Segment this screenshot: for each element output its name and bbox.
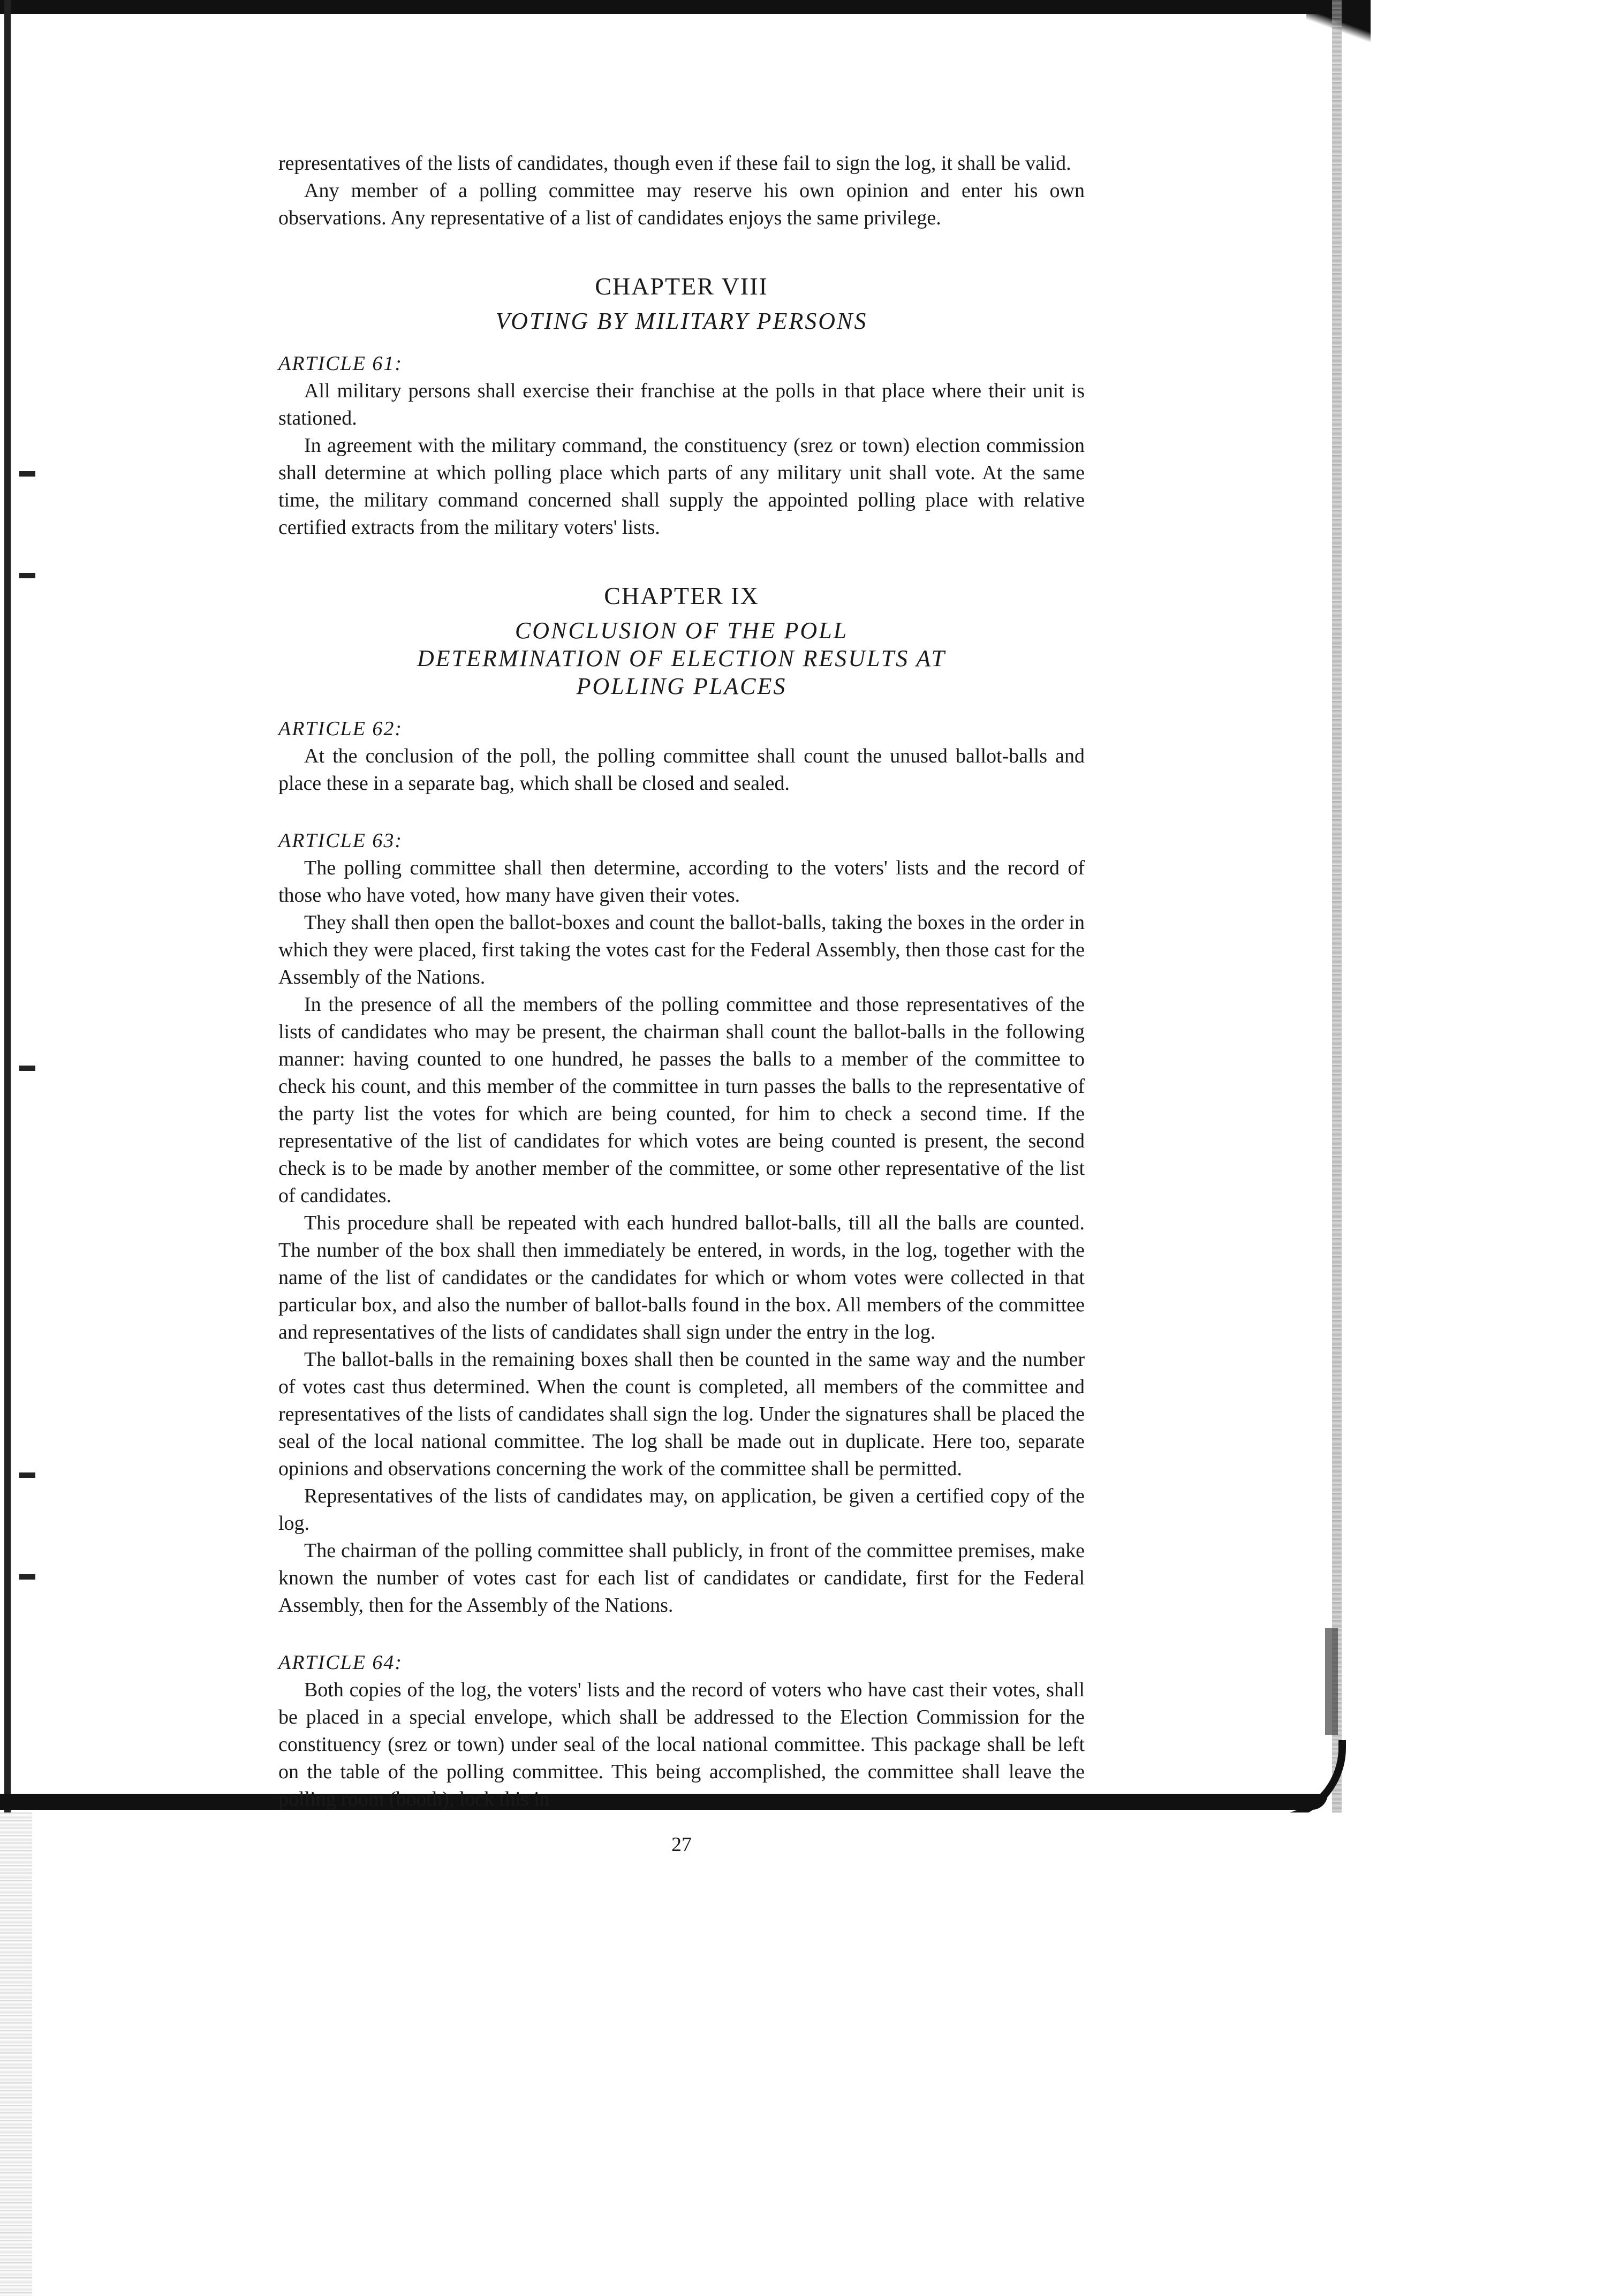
article-paragraph: At the conclusion of the poll, the polling committee shall count the unused ballot-balls and place these in a separate bag, which shall be closed and sealed. bbox=[278, 745, 1085, 795]
chapter-subtitle-line: DETERMINATION OF ELECTION RESULTS AT bbox=[417, 645, 946, 671]
article-paragraph: They shall then open the ballot-boxes and count the ballot-balls, taking the boxes in the order in which they were placed, first taking the votes cast for the Federal Assembly, then those cast for the Assembly of the Nations. bbox=[278, 911, 1085, 988]
article-paragraph: The polling committee shall then determine, according to the voters' lists and the record of those who have voted, how many have given their votes. bbox=[278, 857, 1085, 907]
intro-paragraph: representatives of the lists of candidates, though even if these fail to sign the log, it shall be valid. bbox=[278, 152, 1071, 175]
article-label: ARTICLE 64: bbox=[278, 1651, 403, 1674]
article-paragraph: The chairman of the polling committee shall publicly, in front of the committee premises, make known the number of votes cast for each list of candidates or candidate, first for the Federal Assembly, then for the Assembly of the Nations. bbox=[278, 1539, 1085, 1617]
page-number: 27 bbox=[671, 1833, 692, 1856]
document-page bbox=[278, 150, 1085, 1859]
chapter-heading: CHAPTER IX bbox=[604, 582, 759, 609]
scan-border-right bbox=[1332, 0, 1342, 1821]
article-paragraph: Both copies of the log, the voters' lists and the record of voters who have cast their votes, shall be placed in a special envelope, which shall be addressed to the Election Commission for the constituency (srez or town) under seal of the local national committee. This package shall be left on the table of the polling committee. This being accomplished, the committee shall leave the polling room (booth), lock this in bbox=[278, 1679, 1085, 1810]
article-paragraph: In agreement with the military command, the constituency (srez or town) election commission shall determine at which polling place which parts of any military unit shall vote. At the same time, the military command concerned shall supply the appointed polling place with relative certified extracts from the military voters' lists. bbox=[278, 434, 1085, 539]
binding-mark bbox=[19, 1574, 35, 1580]
binding-mark bbox=[19, 1472, 35, 1478]
chapter-subtitle-line: POLLING PLACES bbox=[576, 673, 787, 699]
binding-mark bbox=[19, 471, 35, 477]
article-paragraph: In the presence of all the members of the polling committee and those representatives of the lists of candidates who may be present, the chairman shall count the ballot-balls in the following manner: having counted to one hundred, he passes the balls to a member of the committee to check his count, and this member of the committee in turn passes the balls to the representative of the party list the votes for which are being counted, for him to check a second time. If the representative of the list of candidates for which votes are being counted is present, the second check is to be made by another member of the committee, or some other representative of the list of candidates. bbox=[278, 993, 1085, 1207]
article-paragraph: All military persons shall exercise their franchise at the polls in that place where their unit is stationed. bbox=[278, 380, 1085, 429]
intro-paragraph: Any member of a polling committee may reserve his own opinion and enter his own observations. Any representative of a list of candidates enjoys the same privilege. bbox=[278, 179, 1085, 229]
scan-mark-right bbox=[1325, 1628, 1338, 1735]
chapter-heading: CHAPTER VIII bbox=[595, 273, 768, 300]
scan-border-top bbox=[0, 0, 1338, 14]
article-label: ARTICLE 63: bbox=[278, 829, 403, 852]
scan-background bbox=[0, 1812, 1619, 2296]
scan-page-curl bbox=[1231, 1740, 1346, 1823]
article-paragraph: Representatives of the lists of candidates may, on application, be given a certified copy of the log. bbox=[278, 1485, 1085, 1535]
chapter-subtitle: VOTING BY MILITARY PERSONS bbox=[495, 308, 868, 334]
article-paragraph: This procedure shall be repeated with each hundred ballot-balls, till all the balls are counted. The number of the box shall then immediately be entered, in words, in the log, together with the name of the list of candidates or the candidates for which or whom votes were collected in that particular box, and also the number of ballot-balls found in the box. All members of the committee and representatives of the lists of candidates shall sign under the entry in the log. bbox=[278, 1212, 1085, 1343]
binding-mark bbox=[19, 1066, 35, 1071]
article-label: ARTICLE 62: bbox=[278, 718, 403, 740]
chapter-subtitle-line: CONCLUSION OF THE POLL bbox=[515, 617, 849, 644]
scan-speckle bbox=[0, 1812, 32, 2296]
binding-mark bbox=[19, 573, 35, 578]
article-paragraph: The ballot-balls in the remaining boxes shall then be counted in the same way and the number of votes cast thus determined. When the count is completed, all members of the committee and representatives of the lists of candidates shall sign the log. Under the signatures shall be placed the seal of the local national committee. The log shall be made out in duplicate. Here too, separate opinions and observations concerning the work of the committee shall be permitted. bbox=[278, 1348, 1085, 1480]
article-label: ARTICLE 61: bbox=[278, 352, 403, 375]
